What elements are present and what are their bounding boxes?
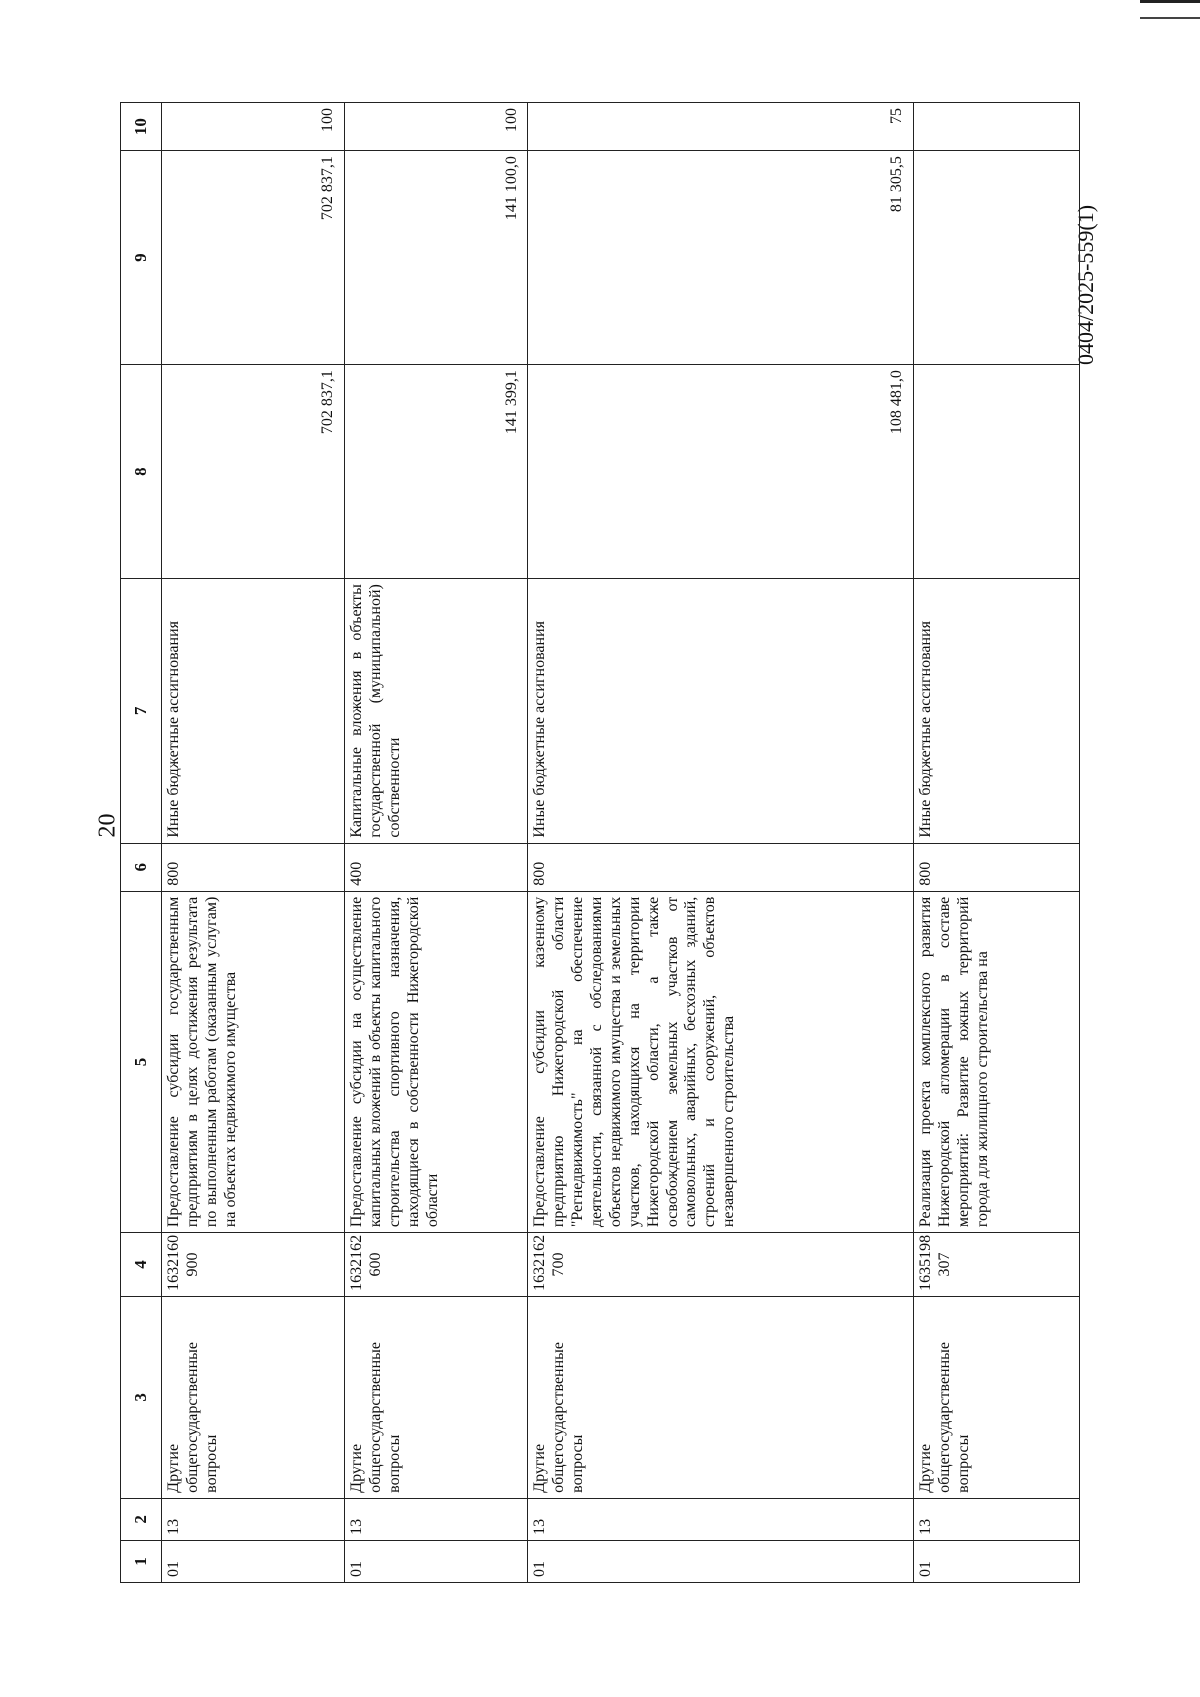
cell-expense-name: Иные бюджетные ассигнования bbox=[162, 579, 345, 844]
cell-section-name: Другие общегосударственные вопросы bbox=[913, 1296, 1079, 1498]
cell-expense-name: Иные бюджетные ассигнования bbox=[913, 579, 1079, 844]
cell-description: Предоставление субсидии казенному предприятию Нижегородской области "Регнедвижимость" на обеспечение деятельности, связанной с обследованиями объектов недвижимого имущества и земельных участков, находящихся на территории Нижегородской области, а также освобождением земельных участков от самовольных, аварийных, бесхозных зданий, строений и сооружений, объектов незавершенного строительства bbox=[528, 891, 914, 1232]
header-col-7: 7 bbox=[121, 579, 162, 844]
header-col-2: 2 bbox=[121, 1498, 162, 1540]
cell-target-code: 1632160 900 bbox=[162, 1233, 345, 1297]
cell-subsection: 13 bbox=[528, 1498, 914, 1540]
cell-section-name: Другие общегосударственные вопросы bbox=[345, 1296, 528, 1498]
rotated-table-wrapper bbox=[120, 102, 1080, 1583]
cell-percent: 75 bbox=[528, 103, 914, 151]
header-col-1: 1 bbox=[121, 1540, 162, 1582]
cell-percent bbox=[913, 103, 1079, 151]
cell-target-code: 1635198 307 bbox=[913, 1233, 1079, 1297]
header-row bbox=[121, 103, 162, 1583]
header-col-10: 10 bbox=[121, 103, 162, 151]
cell-description: Предоставление субсидии на осуществление капитальных вложений в объекты капитального строительства спортивного назначения, находящиеся в собственности Нижегородской области bbox=[345, 891, 528, 1232]
cell-expense-code: 800 bbox=[913, 843, 1079, 891]
table-row bbox=[528, 103, 914, 1583]
cell-target-code: 1632162 700 bbox=[528, 1233, 914, 1297]
header-col-4: 4 bbox=[121, 1233, 162, 1297]
cell-plan-amount: 141 399,1 bbox=[345, 365, 528, 579]
cell-percent: 100 bbox=[345, 103, 528, 151]
cell-subsection: 13 bbox=[162, 1498, 345, 1540]
corner-scan-mark bbox=[1140, 0, 1200, 19]
cell-section: 01 bbox=[528, 1540, 914, 1582]
cell-expense-code: 800 bbox=[162, 843, 345, 891]
cell-actual-amount: 141 100,0 bbox=[345, 151, 528, 365]
cell-expense-code: 800 bbox=[528, 843, 914, 891]
header-col-8: 8 bbox=[121, 365, 162, 579]
header-col-9: 9 bbox=[121, 151, 162, 365]
header-col-6: 6 bbox=[121, 843, 162, 891]
cell-description: Предоставление субсидии государственным предприятиям в целях достижения результата по выполненным работам (оказанным услугам) на объектах недвижимого имущества bbox=[162, 891, 345, 1232]
cell-expense-name: Иные бюджетные ассигнования bbox=[528, 579, 914, 844]
cell-target-code: 1632162 600 bbox=[345, 1233, 528, 1297]
cell-actual-amount: 702 837,1 bbox=[162, 151, 345, 365]
cell-section: 01 bbox=[345, 1540, 528, 1582]
cell-section: 01 bbox=[162, 1540, 345, 1582]
page-number: 20 bbox=[94, 813, 121, 838]
table-row bbox=[345, 103, 528, 1583]
cell-subsection: 13 bbox=[913, 1498, 1079, 1540]
budget-table bbox=[120, 102, 1080, 1583]
cell-actual-amount: 81 305,5 bbox=[528, 151, 914, 365]
document-code: 0404/2025-559(1) bbox=[1073, 204, 1098, 366]
cell-percent: 100 bbox=[162, 103, 345, 151]
cell-plan-amount bbox=[913, 365, 1079, 579]
cell-section-name: Другие общегосударственные вопросы bbox=[528, 1296, 914, 1498]
table-row bbox=[913, 103, 1079, 1583]
table-row bbox=[162, 103, 345, 1583]
cell-subsection: 13 bbox=[345, 1498, 528, 1540]
cell-actual-amount bbox=[913, 151, 1079, 365]
header-col-5: 5 bbox=[121, 891, 162, 1232]
cell-plan-amount: 702 837,1 bbox=[162, 365, 345, 579]
cell-expense-code: 400 bbox=[345, 843, 528, 891]
cell-section: 01 bbox=[913, 1540, 1079, 1582]
cell-expense-name: Капитальные вложения в объекты государственной (муниципальной) собственности bbox=[345, 579, 528, 844]
header-col-3: 3 bbox=[121, 1296, 162, 1498]
cell-section-name: Другие общегосударственные вопросы bbox=[162, 1296, 345, 1498]
cell-plan-amount: 108 481,0 bbox=[528, 365, 914, 579]
cell-description: Реализация проекта комплексного развития Нижегородской агломерации в составе мероприятий: Развитие южных территорий города для жилищного строительства на bbox=[913, 891, 1079, 1232]
